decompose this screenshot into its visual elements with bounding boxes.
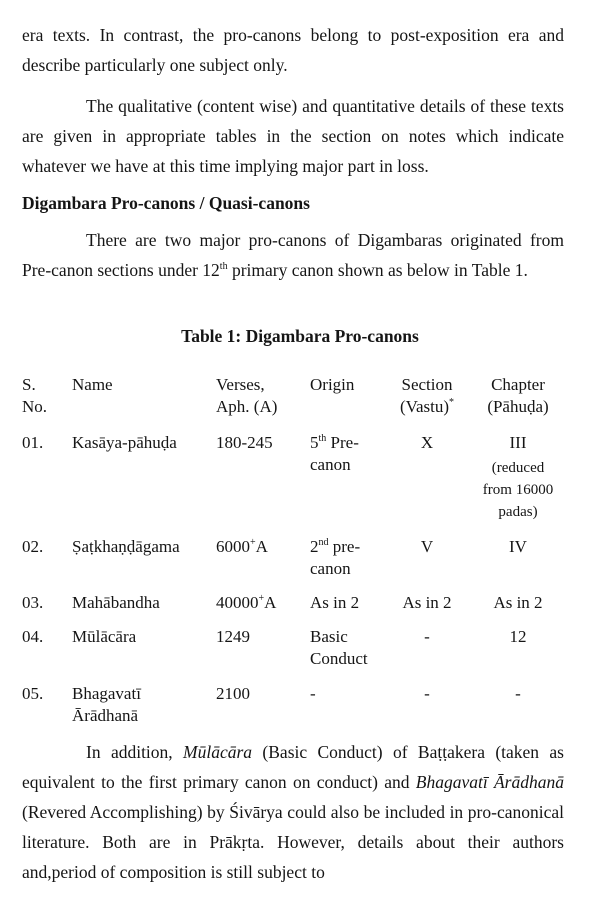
header-sno-line-1: S. xyxy=(22,375,36,394)
row-3-name: Mahābandha xyxy=(72,593,160,612)
row-1-chapter-value: III xyxy=(509,433,527,452)
row-2-verses xyxy=(216,536,268,558)
header-verses-line-2: Aph. (A) xyxy=(216,397,278,416)
row-2-origin xyxy=(310,536,360,580)
row-1-name: Kasāya-pāhuḍa xyxy=(72,433,177,452)
paragraph-4-italic-1: Mūlācāra xyxy=(183,742,253,762)
paragraph-3 xyxy=(22,225,564,285)
header-verses xyxy=(216,374,277,418)
row-2-origin-rest-2: canon xyxy=(310,559,351,578)
row-2-sno: 02. xyxy=(22,537,44,556)
paragraph-4-italic-2: Bhagavatī Ārādhanā xyxy=(415,772,564,792)
row-4-chapter: 12 xyxy=(509,627,527,646)
row-2-section: V xyxy=(420,537,434,556)
section-heading: Digambara Pro-canons / Quasi-canons xyxy=(22,193,310,213)
row-2-origin-num: 2 xyxy=(310,537,319,556)
paragraph-1-line-2: describe particularly one subject only. xyxy=(22,55,288,75)
row-2-verses-unit: A xyxy=(255,537,268,556)
row-1-chapter xyxy=(478,432,558,523)
row-1-sno: 01. xyxy=(22,433,44,452)
row-1-origin xyxy=(310,432,359,476)
paragraph-4-text-3: (Revered Accomplishing) by Śivārya could also be included in pro-canonical literature. Both are in Prākṛta. However, details about their authors and,period of composition is still subject to xyxy=(22,802,564,882)
paragraph-3-superscript: th xyxy=(219,261,228,272)
row-2-chapter: IV xyxy=(509,537,527,556)
row-4-name: Mūlācāra xyxy=(72,627,137,646)
row-4-origin-line-1: Basic xyxy=(310,627,348,646)
row-5-origin: - xyxy=(310,684,316,703)
row-1-section: X xyxy=(420,433,434,452)
row-2-origin-rest-1: pre- xyxy=(328,537,361,556)
row-5-name xyxy=(72,683,141,727)
row-3-chapter: As in 2 xyxy=(493,593,543,612)
paragraph-3-text-a: There are two major pro-canons of Digambaras originated from Pre-canon sections under 12 xyxy=(22,230,564,280)
row-5-name-line-1: Bhagavatī xyxy=(72,684,141,703)
header-sno-line-2: No. xyxy=(22,397,48,416)
row-4-origin-line-2: Conduct xyxy=(310,649,368,668)
row-1-origin-rest-2: canon xyxy=(310,455,351,474)
header-chapter xyxy=(478,374,558,418)
header-section-vastu: (Vastu) xyxy=(399,397,450,416)
paragraph-4-text-2: (Basic Conduct) of Baṭṭakera (taken as equivalent to the first primary canon on conduct) and xyxy=(22,742,564,792)
paragraph-4-text-1: In addition, xyxy=(86,742,184,762)
row-1-chapter-note-1: (reduced xyxy=(491,460,545,476)
row-4-section: - xyxy=(424,627,430,646)
header-section-mark: * xyxy=(449,397,455,408)
row-1-origin-sup: th xyxy=(318,433,327,444)
row-3-verses-unit: A xyxy=(264,593,277,612)
row-1-verses: 180-245 xyxy=(216,433,273,452)
header-name: Name xyxy=(72,375,113,394)
row-3-verses-sup: + xyxy=(258,593,265,604)
paragraph-1-line-1: era texts. In contrast, the pro-canons belong to post-exposition era and xyxy=(22,25,564,45)
header-section xyxy=(388,374,466,418)
row-5-verses: 2100 xyxy=(216,684,250,703)
row-1-chapter-note-3: padas) xyxy=(498,504,538,520)
header-verses-line-1: Verses, xyxy=(216,375,265,394)
row-1-origin-rest-1: Pre- xyxy=(326,433,359,452)
row-4-origin xyxy=(310,626,368,670)
row-2-verses-num: 6000 xyxy=(216,537,250,556)
row-3-verses-num: 40000 xyxy=(216,593,259,612)
row-4-sno: 04. xyxy=(22,627,44,646)
header-chapter-line-2: (Pāhuḍa) xyxy=(487,397,549,416)
row-3-sno: 03. xyxy=(22,593,44,612)
header-sno xyxy=(22,374,47,418)
row-2-verses-sup: + xyxy=(250,537,256,548)
paragraph-3-text-b: primary canon shown as below in Table 1. xyxy=(227,260,528,280)
paragraph-2: The qualitative (content wise) and quantitative details of these texts are given in appropriate tables in the section on notes which indicate whatever we have at this time implying major part in loss. xyxy=(22,96,564,176)
row-1-chapter-note-2: from 16000 xyxy=(482,482,554,498)
row-4-verses: 1249 xyxy=(216,627,250,646)
row-5-section: - xyxy=(424,684,430,703)
header-chapter-line-1: Chapter xyxy=(491,375,545,394)
row-5-chapter: - xyxy=(515,684,521,703)
table-caption: Table 1: Digambara Pro-canons xyxy=(181,326,419,346)
paragraph-1 xyxy=(22,20,564,80)
row-3-verses xyxy=(216,592,276,614)
row-2-name: Ṣaṭkhaṇḍāgama xyxy=(72,537,180,556)
header-origin: Origin xyxy=(310,375,355,394)
row-5-sno: 05. xyxy=(22,684,44,703)
header-section-line-2 xyxy=(388,396,466,418)
row-3-section: As in 2 xyxy=(402,593,452,612)
header-section-line-1: Section xyxy=(401,375,453,394)
row-5-name-line-2: Ārādhanā xyxy=(72,706,139,725)
row-2-origin-sup: nd xyxy=(318,537,329,548)
row-3-origin: As in 2 xyxy=(310,593,360,612)
row-1-origin-num: 5 xyxy=(310,433,319,452)
paragraph-4 xyxy=(22,737,564,887)
